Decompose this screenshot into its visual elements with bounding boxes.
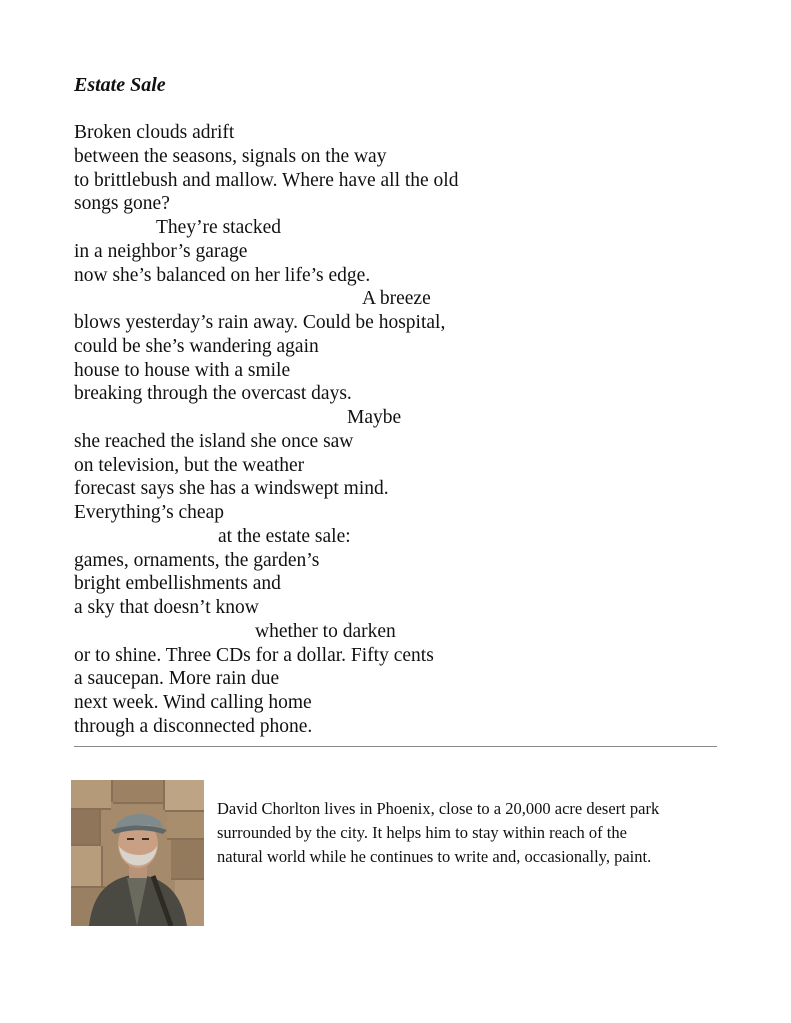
poem-line: Everything’s cheap (74, 502, 224, 523)
author-photo (71, 780, 204, 926)
poem-line: could be she’s wandering again (74, 335, 319, 357)
poem-line: Broken clouds adrift (74, 122, 235, 143)
poem-body (74, 121, 714, 739)
poem-line: Maybe (347, 407, 402, 428)
poem-line: between the seasons, signals on the way (74, 145, 387, 167)
author-bio (217, 797, 717, 869)
bio-line: natural world while he continues to write and, occasionally, paint. (217, 847, 652, 866)
poem-line: through a disconnected phone. (74, 715, 313, 737)
poem-line: breaking through the overcast days. (74, 383, 352, 405)
poem-line: a saucepan. More rain due (74, 668, 280, 690)
poem-line: songs gone? (74, 193, 170, 215)
poem-line: blows yesterday’s rain away. Could be hospital, (74, 312, 446, 333)
poem-line: at the estate sale: (218, 525, 351, 547)
poem-line: to brittlebush and mallow. Where have all the old (74, 169, 459, 191)
poem-line: They’re stacked (156, 217, 282, 238)
poem-line: bright embellishments and (74, 573, 281, 595)
bio-line: surrounded by the city. It helps him to stay within reach of the (217, 823, 627, 842)
bio-line: David Chorlton lives in Phoenix, close to a 20,000 acre desert park (217, 799, 660, 818)
section-divider (74, 746, 717, 747)
poem-line: games, ornaments, the garden’s (74, 549, 320, 571)
poem-line: A breeze (362, 288, 431, 310)
poem-line: whether to darken (255, 620, 396, 642)
poem-line: next week. Wind calling home (74, 692, 312, 713)
poem-line: house to house with a smile (74, 359, 291, 381)
poem-line: on television, but the weather (74, 454, 305, 476)
poem-line: in a neighbor’s garage (74, 240, 248, 262)
poem-title: Estate Sale (74, 74, 166, 96)
poem-line: she reached the island she once saw (74, 430, 354, 452)
poem-line: now she’s balanced on her life’s edge. (74, 264, 371, 286)
poem-line: or to shine. Three CDs for a dollar. Fifty cents (74, 644, 434, 666)
poem-line: forecast says she has a windswept mind. (74, 478, 389, 500)
poem-line: a sky that doesn’t know (74, 597, 259, 618)
